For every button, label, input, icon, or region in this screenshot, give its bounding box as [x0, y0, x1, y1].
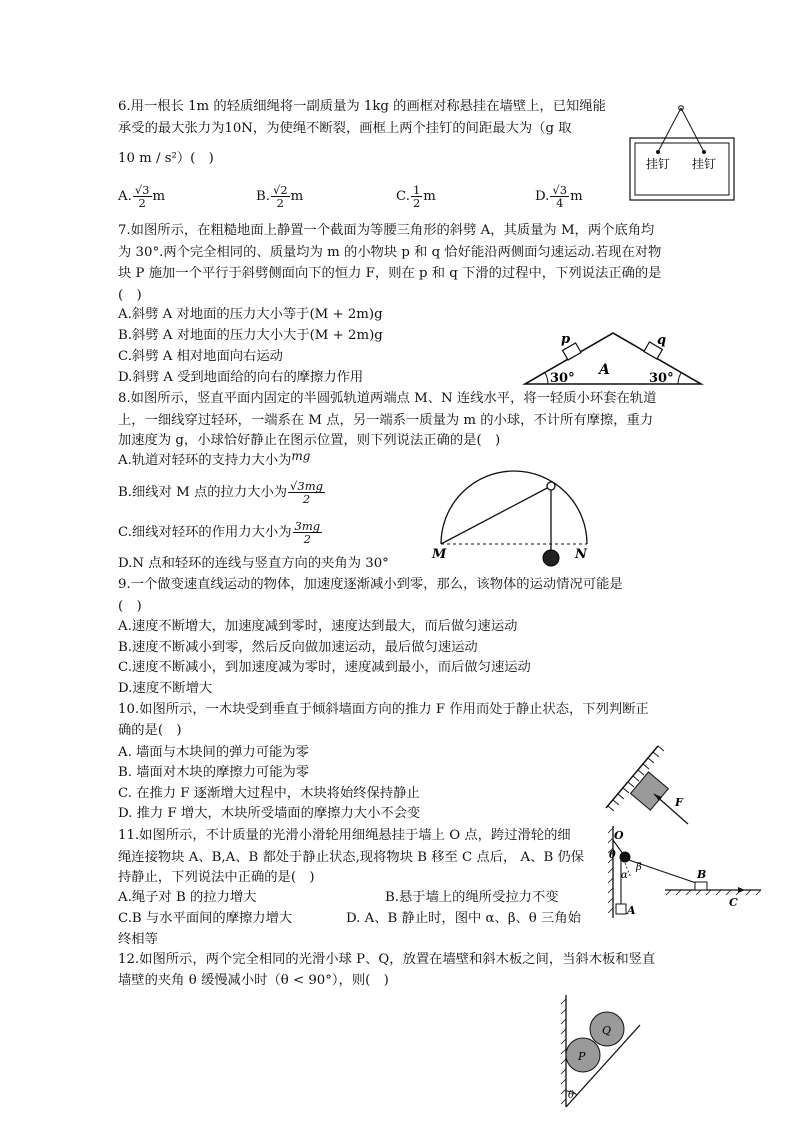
q10-line2: 确的是( ): [118, 723, 182, 738]
q12-label-p: P: [578, 1050, 586, 1063]
q11-option-d-cont: 终相等: [118, 932, 158, 947]
q8-semicircle-figure: [428, 466, 603, 576]
q9-option-d: D.速度不断增大: [118, 681, 213, 696]
q9-option-c: C.速度不断减小，到加速度减为零时，速度减到最小，而后做匀速运动: [118, 660, 531, 675]
q7-line2: 为 30°.两个完全相同的、质量均为 m 的小物块 p 和 q 恰好能沿两侧面匀速运动.若现在对物: [118, 245, 662, 260]
q7-angle-left: 30°: [550, 371, 575, 386]
q8-line2: 上，一细线穿过轻环，一端系在 M 点，另一端系一质量为 m 的小球，不计所有摩擦，重力: [118, 413, 654, 428]
q9-option-a: A.速度不断增大，加速度减到零时，速度达到最大，而后做匀速运动: [118, 619, 518, 634]
q7-line4: ( ): [118, 288, 142, 303]
q11-label-beta: β: [636, 862, 642, 873]
q11-line3: 持静止，下列说法中正确的是( ): [118, 870, 315, 885]
q11-label-c: C: [729, 896, 738, 909]
q10-option-b: B. 墙面对木块的摩擦力可能为零: [118, 765, 310, 780]
q8-line1: 8.如图所示，竖直平面内固定的半圆弧轨道两端点 M、N 连线水平，将一轻质小环套在轨道: [118, 391, 657, 406]
q8-option-d: D.N 点和轻环的连线与竖直方向的夹角为 30°: [118, 556, 389, 571]
q11-pulley-figure: [605, 822, 763, 920]
q8-option-c: C.细线对轻环的作用力大小为 $\frac{3mg}{2}$: [118, 519, 321, 546]
q7-label-a: A: [599, 362, 610, 378]
q10-option-a: A. 墙面与木块间的弹力可能为零: [118, 745, 309, 760]
q11-label-a: A: [627, 904, 636, 917]
q6-option-a: A. $\frac{√3}{2}$ m: [118, 183, 166, 210]
q10-block: [630, 772, 668, 810]
q7-label-q: q: [657, 333, 667, 348]
q8-ring: [547, 482, 555, 490]
q11-block-b: [695, 882, 707, 890]
q7-option-b: B.斜劈 A 对地面的压力大小大于(M + 2m)g: [118, 328, 383, 343]
q11-options-ab: [118, 887, 559, 908]
q11-options-cd: [118, 908, 581, 929]
q11-label-theta: θ: [609, 850, 616, 861]
q11-option-b: B.悬于墙上的绳所受拉力不变: [385, 890, 559, 905]
q11-line2: 绳连接物块 A、B,A、B 都处于静止状态,现将物块 B 移至 C 点后， A、B 仍保: [118, 850, 585, 865]
q7-option-c: C.斜劈 A 相对地面向右运动: [118, 349, 283, 364]
q7-wedge-figure: [520, 322, 705, 386]
q11-block-a: [616, 904, 626, 914]
q10-option-d: D. 推力 F 增大，木块所受墙面的摩擦力大小不会变: [118, 806, 421, 821]
q11-label-alpha: α: [621, 870, 628, 881]
q6-option-c: C. $\frac{1}{2}$ m: [396, 183, 436, 210]
q6-option-b: B. $\frac{√2}{2}$ m: [256, 183, 304, 210]
q7-line1: 7.如图所示，在粗糙地面上静置一个截面为等腰三角形的斜劈 A，其质量为 M，两个底角均: [118, 223, 655, 238]
q12-balls-figure: [556, 995, 644, 1110]
q6-line1: 6.用一根长 1m 的轻质细绳将一副质量为 1kg 的画框对称悬挂在墙壁上，已知绳能: [118, 99, 606, 114]
q12-label-theta: θ: [568, 1090, 575, 1101]
q6-label-left: 挂钉: [646, 157, 671, 171]
q7-option-a: A.斜劈 A 对地面的压力大小等于(M + 2m)g: [118, 307, 383, 322]
q10-option-c: C. 在推力 F 逐渐增大过程中，木块将始终保持静止: [118, 786, 420, 801]
q9-line2: ( ): [118, 599, 142, 614]
q7-line3: 块 P 施加一个平行于斜劈侧面向下的恒力 F，则在 p 和 q 下滑的过程中，下列说法正确的是: [118, 266, 662, 281]
q6-option-d: D. $\frac{√3}{4}$ m: [535, 183, 583, 210]
q12-line2: 墙壁的夹角 θ 缓慢减小时（θ < 90°），则( ): [118, 973, 389, 988]
q7-label-p: p: [561, 332, 571, 347]
q9-option-b: B.速度不断减小到零，然后反向做加速运动，最后做匀速运动: [118, 640, 478, 655]
q11-option-d: D. A、B 静止时，图中 α、β、θ 三角始: [346, 911, 581, 926]
q10-line1: 10.如图所示，一木块受到垂直于倾斜墙面方向的推力 F 作用而处于静止状态，下列判断正: [118, 702, 649, 717]
q9-line1: 9.一个做变速直线运动的物体，加速度逐渐减小到零，那么，该物体的运动情况可能是: [118, 577, 623, 592]
q6-line3: 10 m / s²）( ): [118, 151, 214, 166]
q8-line3: 加速度为 g，小球恰好静止在图示位置，则下列说法正确的是( ): [118, 433, 501, 448]
q6-line2: 承受的最大张力为10N，为使绳不断裂，画框上两个挂钉的间距最大为（g 取: [118, 121, 572, 136]
q11-label-o: O: [614, 829, 624, 842]
q11-line1: 11.如图所示，不计质量的光滑小滑轮用细绳悬挂于墙上 O 点，跨过滑轮的细: [118, 828, 571, 843]
q6-label-right: 挂钉: [692, 157, 717, 171]
q8-label-m: M: [432, 547, 447, 562]
q11-option-a: A.绳子对 B 的拉力增大: [118, 890, 257, 905]
q8-label-n: N: [575, 547, 587, 562]
q7-angle-right: 30°: [649, 371, 674, 386]
q8-option-a: A.轨道对轻环的支持力大小为mg: [118, 449, 311, 468]
q6-options: [118, 182, 583, 212]
q12-label-q: Q: [602, 1024, 612, 1037]
q8-option-b: B.细线对 M 点的拉力大小为 $\frac{√3mg}{2}$: [118, 479, 323, 506]
q11-option-c: C.B 与水平面间的摩擦力增大: [118, 911, 293, 926]
q12-line1: 12.如图所示，两个完全相同的光滑小球 P、Q，放置在墙壁和斜木板之间，当斜木板和竖直: [118, 952, 656, 967]
q10-wall-figure: [600, 744, 710, 832]
q6-frame-figure: [628, 104, 736, 202]
q11-label-b: B: [697, 868, 707, 881]
q7-option-d: D.斜劈 A 受到地面给的向右的摩擦力作用: [118, 370, 364, 385]
q8-ball: [543, 550, 559, 566]
q10-label-f: F: [675, 796, 683, 809]
